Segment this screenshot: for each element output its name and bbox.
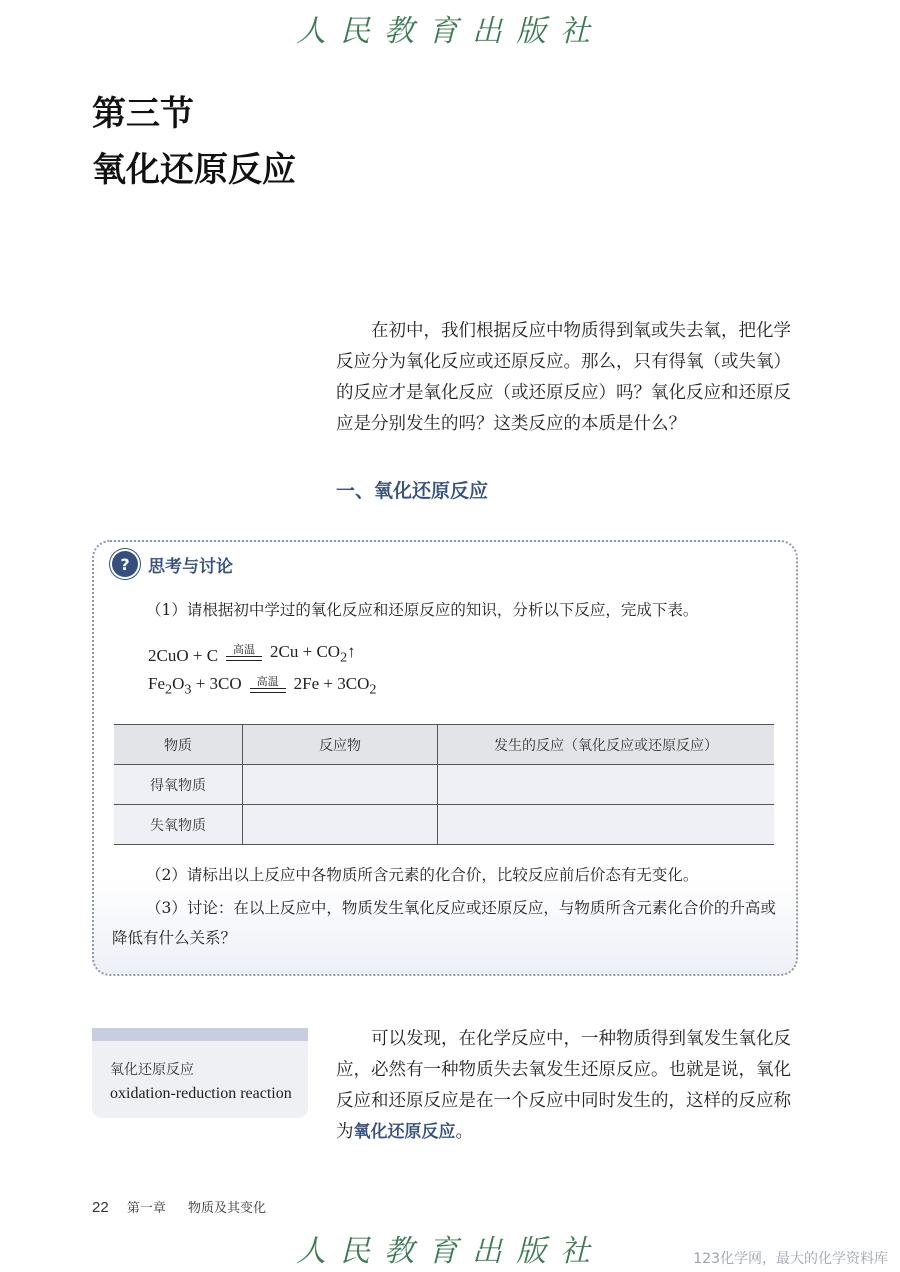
discussion-box (92, 540, 798, 976)
equals-sign-icon (250, 688, 286, 693)
eq2-fe: Fe (148, 674, 165, 693)
page-number: 22 (92, 1199, 109, 1216)
table-row (114, 805, 774, 845)
table-cell: 得氧物质 (114, 765, 243, 805)
eq2-condition: 高温 (256, 675, 279, 689)
eq1-subscript: 2 (340, 649, 348, 666)
eq2-o: O (172, 674, 185, 693)
equation-2 (148, 674, 376, 698)
eq1-condition: 高温 (233, 643, 256, 657)
term-chinese: 氧化还原反应 (110, 1062, 194, 1078)
section-name: 氧化还原反应 (92, 150, 296, 190)
term-sidenote (92, 1028, 308, 1118)
term-english: oxidation-reduction reaction (110, 1085, 292, 1102)
table-header: 发生的反应（氧化反应或还原反应） (438, 725, 775, 765)
conclusion-paragraph (336, 1024, 804, 1148)
conclusion-text: 可以发现，在化学反应中，一种物质得到氧发生氧化反应，必然有一种物质失去氧发生还原反应。也就是说，氧化反应和还原反应是在一个反应中同时发生的，这样的反应称为 (336, 1029, 791, 1142)
watermark: 123化学网，最大的化学资料库 (693, 1251, 888, 1267)
eq2-condition-arrow (250, 675, 286, 698)
publisher-logo-top: 人民教育出版社 (296, 14, 604, 49)
table-cell (243, 765, 438, 805)
table-cell (438, 805, 775, 845)
section-number: 第三节 (92, 94, 194, 134)
chapter-label: 第一章 (126, 1201, 166, 1216)
table-cell: 失氧物质 (114, 805, 243, 845)
equation-1 (148, 642, 356, 666)
subheading: 一、氧化还原反应 (336, 480, 489, 502)
think-icon: ? (112, 551, 138, 577)
eq2-co: + 3CO (191, 674, 242, 693)
eq2-reactants (148, 674, 242, 698)
highlight-term: 氧化还原反应 (353, 1122, 456, 1142)
table-header-row (114, 725, 774, 765)
eq1-condition-arrow (226, 643, 262, 666)
section-title (92, 86, 296, 198)
question-2: （2）请标出以上反应中各物质所含元素的化合价，比较反应前后价态有无变化。 (146, 866, 699, 884)
eq2-subscript: 2 (369, 681, 377, 698)
table-cell (243, 805, 438, 845)
question-3: （3）讨论：在以上反应中，物质发生氧化反应或还原反应，与物质所含元素化合价的升高或降低有什么关系？ (112, 899, 776, 947)
chapter-title: 物质及其变化 (187, 1201, 266, 1216)
eq2-sub-a: 2 (165, 681, 173, 698)
publisher-logo-bottom: 人民教育出版社 (296, 1234, 604, 1269)
eq2-products (294, 674, 377, 698)
page-footer (92, 1197, 266, 1216)
eq1-products-text: 2Cu + CO (270, 642, 341, 661)
discussion-title: 思考与讨论 (148, 556, 233, 577)
question-1: （1）请根据初中学过的氧化反应和还原反应的知识，分析以下反应，完成下表。 (146, 601, 699, 619)
discussion-header (112, 551, 233, 577)
analysis-table (114, 724, 774, 845)
intro-paragraph: 在初中，我们根据反应中物质得到氧或失去氧，把化学反应分为氧化反应或还原反应。那么，只有得氧（或失氧）的反应才是氧化反应（或还原反应）吗？氧化反应和还原反应是分别发生的吗？这类反应的本质是什么？ (336, 321, 791, 434)
eq1-reactants: 2CuO + C (148, 646, 219, 666)
table-cell (438, 765, 775, 805)
table-row (114, 765, 774, 805)
gas-arrow-icon: ↑ (347, 642, 356, 661)
table-header: 物质 (114, 725, 243, 765)
eq2-sub-b: 3 (184, 681, 192, 698)
conclusion-end: 。 (455, 1122, 473, 1142)
table-header: 反应物 (243, 725, 438, 765)
eq1-products (270, 642, 356, 666)
eq2-products-text: 2Fe + 3CO (293, 674, 370, 693)
equals-sign-icon (226, 656, 262, 661)
